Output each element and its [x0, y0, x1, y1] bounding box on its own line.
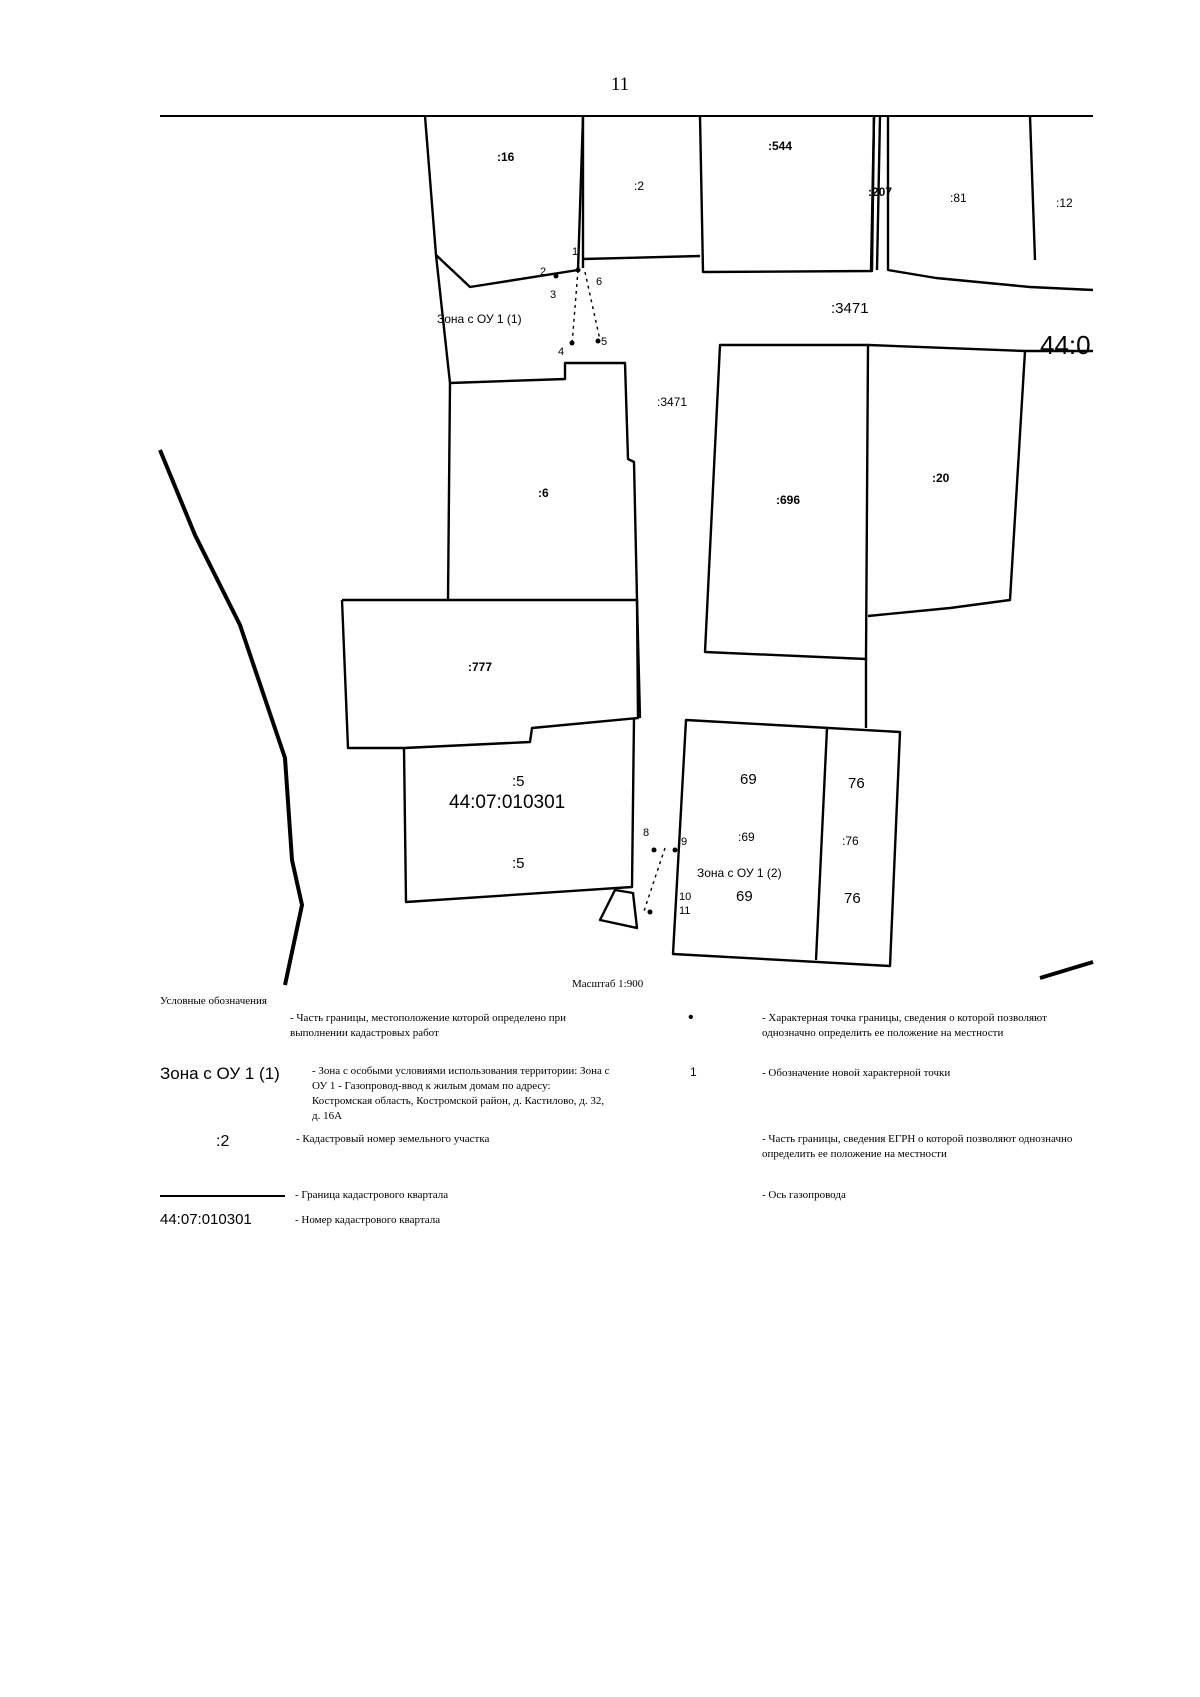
parcel-label: 69	[740, 771, 757, 788]
parcel-label: :696	[776, 493, 801, 507]
parcel-label: :207	[868, 185, 893, 199]
legend-text-cadastral-number: - Кадастровый номер земельного участка	[296, 1133, 490, 1145]
legend-symbol-zone: Зона с ОУ 1 (1)	[160, 1064, 280, 1083]
point-label: 8	[643, 827, 650, 839]
point-4-marker	[570, 341, 575, 346]
legend-text-new-point: - Обозначение новой характерной точки	[762, 1067, 951, 1079]
parcel-label: :6	[538, 486, 549, 500]
parcel-label: :777	[468, 660, 493, 674]
legend-text-defined-boundary: - Часть границы, местоположение которой определено при выполнении кадастровых работ	[290, 1012, 567, 1039]
legend-symbol-new-point: 1	[690, 1065, 697, 1079]
parcel-label: :81	[950, 191, 967, 205]
point-label: 4	[558, 346, 565, 358]
parcel-label: 69	[736, 888, 753, 905]
parcel-label: :544	[768, 139, 793, 153]
scale-caption: Масштаб 1:900	[572, 978, 644, 990]
legend-symbol-cadastral-number: :2	[216, 1133, 230, 1150]
map-labels	[437, 139, 1091, 917]
parcel-label: :12	[1056, 196, 1073, 210]
parcel-label: :16	[497, 150, 515, 164]
quarter-parcel-label: :3471	[831, 300, 869, 317]
point-label: 9	[681, 836, 688, 848]
legend-title: Условные обозначения	[160, 995, 267, 1007]
point-markers	[554, 268, 678, 915]
legend-text-point: - Характерная точка границы, сведения о которой позволяют однозначно определить ее положение на местности	[762, 1012, 1047, 1039]
parcel-label: :76	[842, 834, 859, 848]
point-11-marker	[648, 910, 653, 915]
quarter-number-label: 44:07:010301	[449, 792, 566, 813]
parcel-label: :5	[512, 773, 525, 790]
parcel-label: :20	[932, 471, 950, 485]
legend-symbol-point: •	[688, 1009, 694, 1026]
parcel-boundaries	[342, 116, 1093, 966]
quarter-parcel-label: :3471	[657, 395, 688, 409]
point-8-marker	[652, 848, 657, 853]
point-9-marker	[673, 848, 678, 853]
point-label: 6	[596, 276, 603, 288]
legend-text-gas-pipeline: - Ось газопровода	[762, 1189, 846, 1201]
quarter-number-label: 44:0	[1040, 330, 1091, 360]
zone-lines	[572, 270, 665, 914]
parcel-label: 76	[844, 890, 861, 907]
legend-text-zone: - Зона с особыми условиями использования территории: Зона с ОУ 1 - Газопровод-ввод к жилым домам по адресу: Костромская область, Костромской район, д. Кастилово, д. 32, д. 16А	[312, 1065, 610, 1122]
point-label: 1	[572, 246, 579, 258]
point-5-marker	[596, 339, 601, 344]
quarter-boundary	[160, 450, 1093, 985]
parcel-label: :5	[512, 855, 525, 872]
legend-symbol-quarter-boundary	[160, 1195, 285, 1197]
point-label: 3	[550, 289, 557, 301]
point-2-marker	[554, 274, 559, 279]
legend-text-egrn-boundary: - Часть границы, сведения ЕГРН о которой позволяют однозначно определить ее положение на местности	[762, 1133, 1073, 1160]
point-1-marker	[576, 268, 581, 273]
point-label: 2	[540, 266, 547, 278]
point-label: 10	[679, 891, 692, 903]
zone-label: Зона с ОУ 1 (2)	[697, 866, 782, 880]
legend-symbol-quarter-number: 44:07:010301	[160, 1211, 252, 1228]
parcel-label: :2	[634, 179, 645, 193]
zone-label: Зона с ОУ 1 (1)	[437, 312, 522, 326]
parcel-label: :69	[738, 830, 755, 844]
legend-text-quarter-boundary: - Граница кадастрового квартала	[295, 1189, 449, 1201]
page-number: 11	[610, 74, 630, 95]
point-label: 5	[601, 336, 608, 348]
point-label: 11	[679, 905, 691, 917]
parcel-label: 76	[848, 775, 865, 792]
legend-text-quarter-number: - Номер кадастрового квартала	[295, 1214, 441, 1226]
